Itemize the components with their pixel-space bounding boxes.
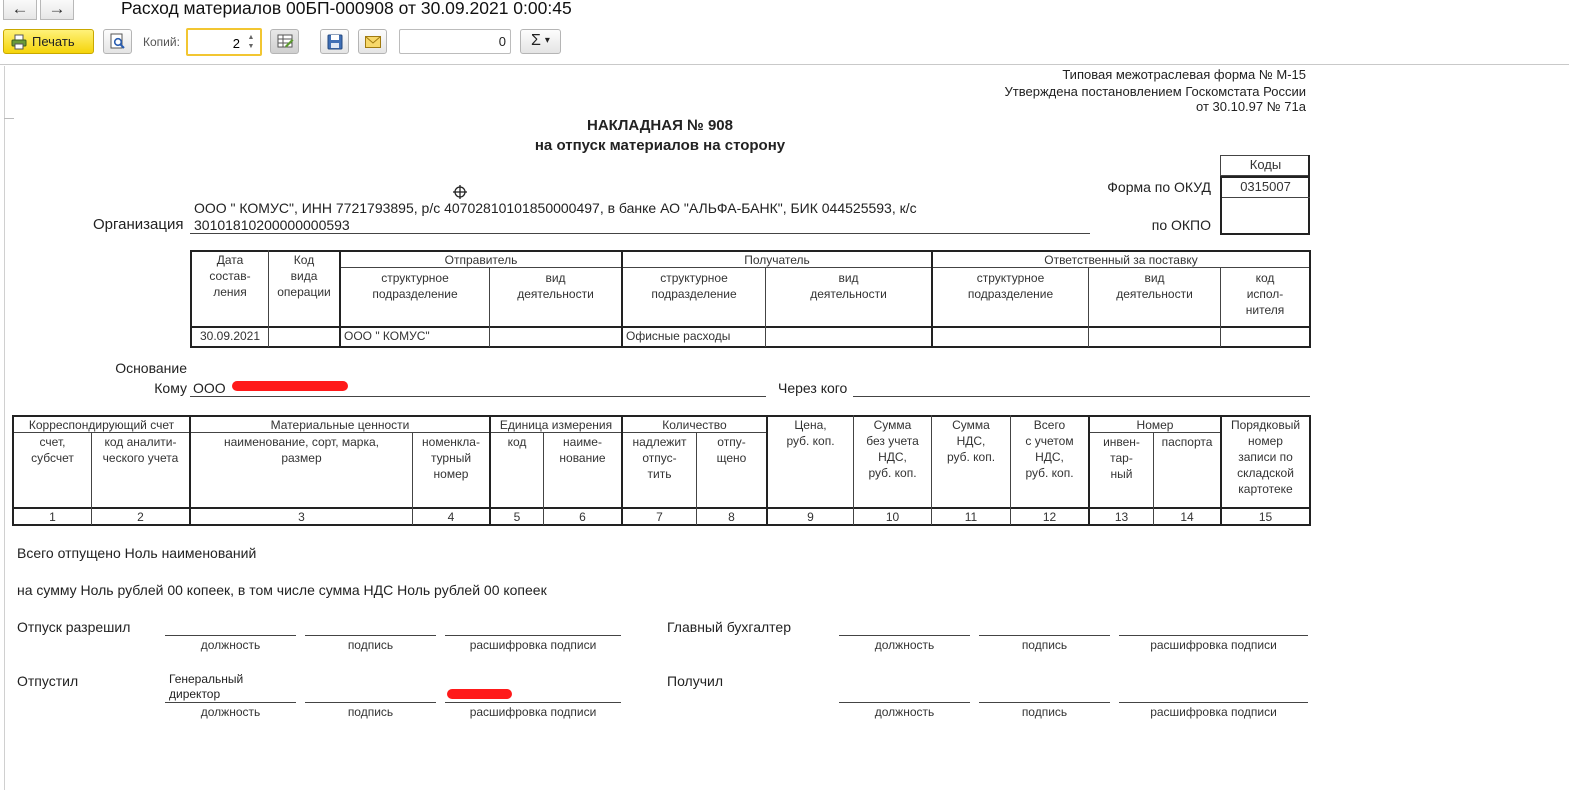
position-caption: должность bbox=[874, 638, 935, 652]
col-number: 6 bbox=[579, 510, 586, 524]
to-value: ООО bbox=[193, 380, 226, 396]
document-left-border bbox=[4, 66, 5, 790]
organization-label: Организация bbox=[93, 216, 184, 233]
copies-spinner[interactable] bbox=[244, 33, 258, 51]
col-receiver-header: Получатель bbox=[744, 253, 810, 267]
sum-value-field[interactable]: 0 bbox=[399, 29, 511, 54]
okpo-label: по ОКПО bbox=[1151, 217, 1211, 233]
print-label: Печать bbox=[32, 34, 75, 49]
col-number: 3 bbox=[298, 510, 305, 524]
window-title: Расход материалов 00БП-000908 от 30.09.2021 0:00:45 bbox=[121, 0, 572, 18]
move-cursor-icon bbox=[452, 184, 468, 200]
copies-label: Копий: bbox=[143, 35, 180, 49]
released-by-position: Генеральный директор bbox=[169, 672, 244, 701]
floppy-disk-icon bbox=[327, 34, 343, 50]
col-responsible-header: Ответственный за поставку bbox=[1044, 253, 1198, 267]
col-number: 15 bbox=[1258, 510, 1273, 524]
printer-icon bbox=[11, 34, 27, 50]
passport-subheader: паспорта bbox=[1161, 435, 1213, 449]
signature-caption: подпись bbox=[1021, 638, 1068, 652]
preview-icon bbox=[110, 33, 126, 50]
unit-code-subheader: код bbox=[507, 435, 527, 449]
total-with-vat-header: Всего с учетом НДС, руб. коп. bbox=[1025, 418, 1074, 480]
received-by-label: Получил bbox=[667, 673, 723, 689]
name-subheader: наименование, сорт, марка, размер bbox=[224, 435, 379, 465]
col-number: 9 bbox=[807, 510, 814, 524]
arrow-right-icon: → bbox=[48, 0, 66, 18]
vat-header: Сумма НДС, руб. коп. bbox=[946, 418, 996, 464]
total-sum-text: на сумму Ноль рублей 00 копеек, в том числе сумма НДС Ноль рублей 00 копеек bbox=[17, 582, 547, 598]
position-caption: должность bbox=[874, 705, 935, 719]
signature-caption: подпись bbox=[347, 705, 394, 719]
account-subheader: счет, субсчет bbox=[31, 435, 74, 465]
col-number: 1 bbox=[49, 510, 56, 524]
col-number: 10 bbox=[885, 510, 900, 524]
price-header: Цена, руб. коп. bbox=[786, 418, 835, 448]
material-values-header: Материальные ценности bbox=[270, 418, 410, 432]
page-corner-mark bbox=[4, 118, 14, 119]
decoding-caption: расшифровка подписи bbox=[469, 638, 597, 652]
form-header-line-2: Утверждена постановлением Госкомстата России bbox=[1004, 84, 1306, 99]
col-number: 14 bbox=[1180, 510, 1194, 524]
table-edit-icon bbox=[277, 34, 294, 49]
released-by-label: Отпустил bbox=[17, 673, 79, 689]
signature-caption: подпись bbox=[347, 638, 394, 652]
col-number: 12 bbox=[1042, 510, 1057, 524]
total-items-text: Всего отпущено Ноль наименований bbox=[17, 545, 257, 561]
receiver-struct-header: структурное подразделение bbox=[651, 271, 737, 301]
row-date: 30.09.2021 bbox=[199, 329, 261, 343]
number-header: Номер bbox=[1136, 418, 1174, 432]
unit-name-subheader: наиме- нование bbox=[559, 435, 606, 465]
row-sender-struct: ООО " КОМУС" bbox=[344, 329, 430, 343]
chief-accountant-label: Главный бухгалтер bbox=[667, 619, 791, 635]
back-button[interactable] bbox=[3, 0, 37, 20]
sender-struct-header: структурное подразделение bbox=[372, 271, 458, 301]
okud-label: Форма по ОКУД bbox=[1107, 179, 1211, 195]
form-header-line-3: от 30.10.97 № 71а bbox=[1196, 99, 1306, 114]
receiver-activity-header: вид деятельности bbox=[810, 271, 887, 301]
col-number: 5 bbox=[513, 510, 521, 524]
forward-button[interactable] bbox=[40, 0, 74, 20]
basis-label: Основание bbox=[115, 360, 187, 376]
chevron-down-icon: ▾ bbox=[544, 35, 550, 46]
copies-input[interactable] bbox=[188, 32, 242, 54]
col-number: 11 bbox=[964, 510, 978, 524]
document-subtitle: на отпуск материалов на сторону bbox=[534, 137, 786, 154]
to-issue-subheader: надлежит отпус- тить bbox=[632, 435, 687, 481]
redaction-mark bbox=[232, 381, 348, 391]
envelope-icon bbox=[365, 36, 381, 48]
okud-value: 0315007 bbox=[1240, 179, 1291, 194]
sum-dropdown-button[interactable] bbox=[520, 29, 561, 54]
position-caption: должность bbox=[200, 638, 261, 652]
form-header-line-1: Типовая межотраслевая форма № М-15 bbox=[1062, 67, 1306, 82]
preview-button[interactable] bbox=[103, 29, 132, 54]
send-email-button[interactable] bbox=[358, 29, 387, 54]
resp-activity-header: вид деятельности bbox=[1116, 271, 1193, 301]
signature-caption: подпись bbox=[1021, 705, 1068, 719]
organization-line-1: ООО " КОМУС", ИНН 7721793895, р/с 40702810101850000497, в банке АО "АЛЬФА-БАНК", БИК 044525593, к/с bbox=[194, 200, 917, 216]
redaction-mark bbox=[447, 689, 512, 699]
decoding-caption: расшифровка подписи bbox=[469, 705, 597, 719]
analytic-subheader: код аналити- ческого учета bbox=[102, 435, 179, 465]
save-button[interactable] bbox=[320, 29, 349, 54]
col-number: 4 bbox=[447, 510, 455, 524]
sender-activity-header: вид деятельности bbox=[517, 271, 594, 301]
col-number: 2 bbox=[137, 510, 144, 524]
unit-header: Единица измерения bbox=[499, 418, 613, 432]
resp-struct-header: структурное подразделение bbox=[967, 271, 1054, 301]
decoding-caption: расшифровка подписи bbox=[1150, 638, 1277, 652]
organization-line-2: 30101810200000000593 bbox=[194, 217, 350, 233]
col-number: 13 bbox=[1114, 510, 1129, 524]
edit-mode-button[interactable] bbox=[270, 29, 299, 54]
copies-field[interactable] bbox=[186, 28, 262, 56]
decoding-caption: расшифровка подписи bbox=[1150, 705, 1277, 719]
to-label: Кому bbox=[154, 380, 187, 396]
arrow-left-icon: ← bbox=[11, 0, 29, 18]
resp-executor-header: код испол- нителя bbox=[1245, 271, 1285, 317]
serial-record-header: Порядковый номер записи по складской картотеке bbox=[1230, 418, 1301, 496]
release-allowed-label: Отпуск разрешил bbox=[17, 619, 131, 635]
document-title: НАКЛАДНАЯ № 908 bbox=[587, 117, 733, 134]
codes-header: Коды bbox=[1249, 157, 1282, 172]
col-number: 7 bbox=[656, 510, 663, 524]
col-sender-header: Отправитель bbox=[444, 253, 518, 267]
quantity-header: Количество bbox=[662, 418, 727, 432]
spin-down-icon[interactable]: ▼ bbox=[247, 43, 255, 50]
col-date-header: Дата состав- ления bbox=[209, 253, 251, 299]
col-number: 8 bbox=[728, 510, 735, 524]
inventory-subheader: инвен- тар- ный bbox=[1103, 435, 1140, 481]
issued-subheader: отпу- щено bbox=[716, 435, 747, 465]
sum-no-vat-header: Сумма без учета НДС, руб. коп. bbox=[866, 418, 919, 480]
print-button[interactable] bbox=[3, 29, 94, 54]
position-caption: должность bbox=[200, 705, 261, 719]
spin-up-icon[interactable]: ▲ bbox=[247, 34, 255, 41]
corr-account-header: Корреспондирующий счет bbox=[28, 418, 175, 432]
sigma-icon: Σ bbox=[531, 32, 541, 49]
through-label: Через кого bbox=[778, 380, 848, 396]
col-opcode-header: Код вида операции bbox=[277, 253, 331, 299]
nomenclature-subheader: номенкла- турный номер bbox=[422, 435, 480, 481]
row-receiver-struct: Офисные расходы bbox=[626, 329, 731, 343]
toolbar-separator bbox=[0, 64, 1569, 65]
